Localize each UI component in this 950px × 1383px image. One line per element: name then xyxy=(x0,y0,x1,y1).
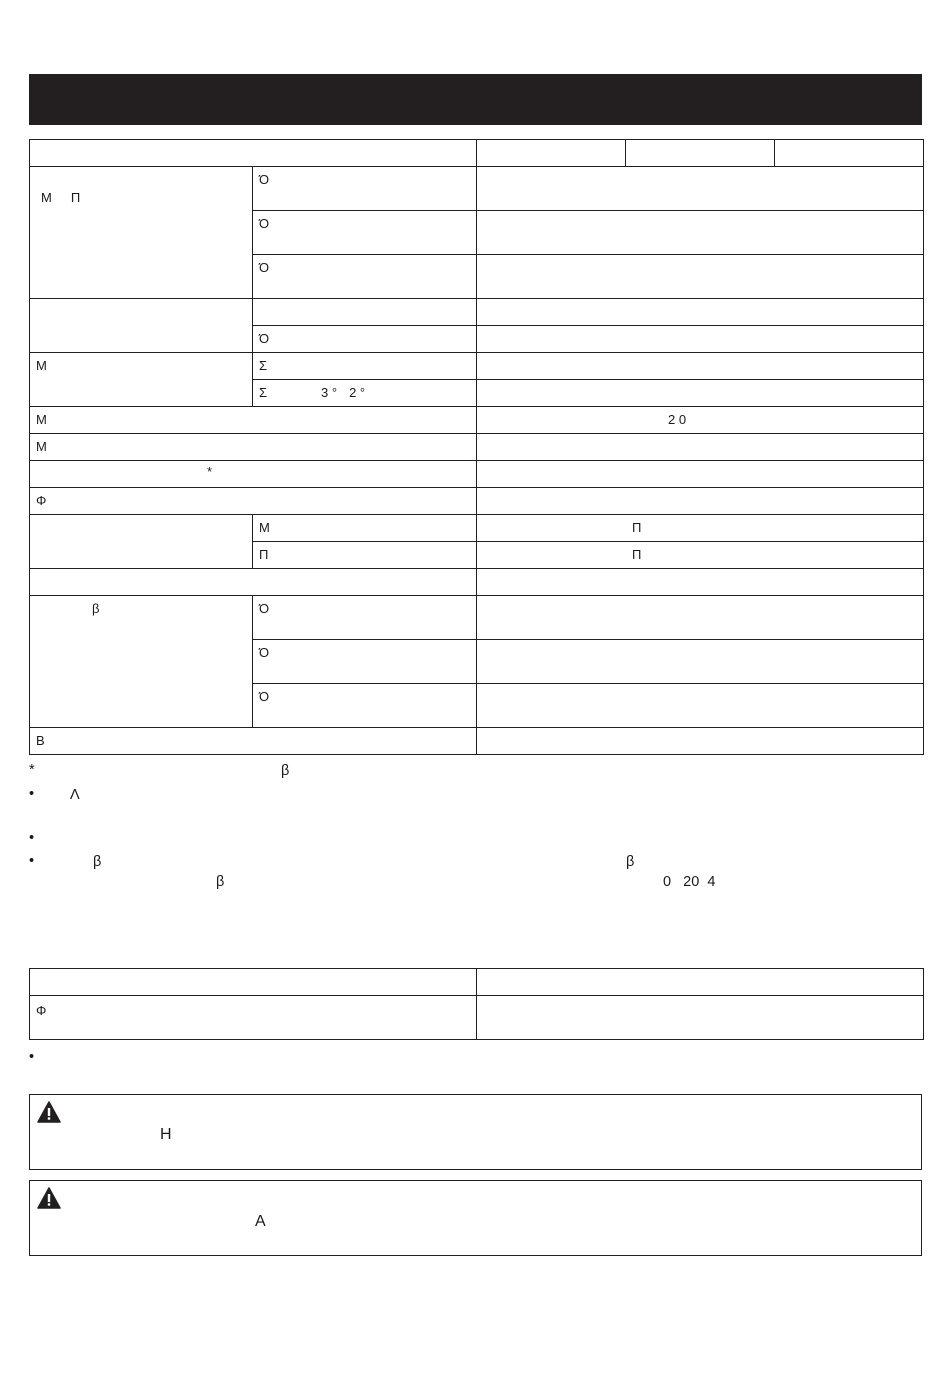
value-cell: 2 0 xyxy=(477,407,924,434)
table-header-row xyxy=(30,140,924,167)
warning-triangle-icon xyxy=(37,1187,61,1209)
sub-label: Σ 3 ° 2 ° xyxy=(253,380,477,407)
bullet: • xyxy=(29,830,35,846)
sub-label: Ό xyxy=(253,684,477,728)
header-cell xyxy=(477,969,924,996)
table-row xyxy=(30,596,924,640)
bullet: • xyxy=(29,1049,35,1065)
value-cell xyxy=(477,255,924,299)
value-cell xyxy=(477,569,924,596)
sub-label: Π xyxy=(253,542,477,569)
bullet: • xyxy=(29,786,35,802)
bullet-text: β xyxy=(93,854,102,870)
value-cell xyxy=(477,167,924,211)
header-cell xyxy=(626,140,775,167)
table-row xyxy=(30,728,924,755)
row-label: Β xyxy=(30,728,477,755)
value-cell: Π xyxy=(477,515,924,542)
value-cell xyxy=(477,684,924,728)
value-cell xyxy=(477,380,924,407)
warning-triangle-icon xyxy=(37,1101,61,1123)
sub-label: Ό xyxy=(253,211,477,255)
table-row xyxy=(30,461,924,488)
warning-text: Η xyxy=(160,1126,172,1143)
table-row xyxy=(30,488,924,515)
row-label: Φ xyxy=(30,996,477,1040)
value-cell xyxy=(477,211,924,255)
value-cell xyxy=(477,596,924,640)
row-label xyxy=(30,299,253,353)
bullet: • xyxy=(29,853,35,869)
row-label: Μ xyxy=(30,434,477,461)
table-row xyxy=(30,353,924,380)
warning-text: Α xyxy=(255,1213,266,1230)
sub-label: Μ xyxy=(253,515,477,542)
bullet-text: β xyxy=(626,854,635,870)
value-cell xyxy=(477,461,924,488)
value-cell xyxy=(477,640,924,684)
table-header-row xyxy=(30,969,924,996)
row-label: Μ Π xyxy=(30,167,253,299)
row-label xyxy=(30,515,253,569)
sub-label: Ό xyxy=(253,326,477,353)
header-cell xyxy=(30,969,477,996)
table-row xyxy=(30,407,924,434)
row-label xyxy=(30,569,477,596)
row-label: Μ xyxy=(30,407,477,434)
table-row xyxy=(30,569,924,596)
specifications-table xyxy=(29,139,924,755)
table-row xyxy=(30,434,924,461)
sub-label xyxy=(253,299,477,326)
value-cell: Π xyxy=(477,542,924,569)
row-label: * xyxy=(30,461,477,488)
header-bar xyxy=(29,74,922,125)
bullet-text: β xyxy=(216,874,225,890)
header-cell xyxy=(477,140,626,167)
table-row xyxy=(30,167,924,211)
value-cell xyxy=(477,996,924,1040)
sub-label: Ό xyxy=(253,167,477,211)
row-label: β xyxy=(30,596,253,728)
warning-box xyxy=(29,1094,922,1170)
sub-label: Ό xyxy=(253,596,477,640)
value-cell xyxy=(477,434,924,461)
row-label: Φ xyxy=(30,488,477,515)
secondary-table xyxy=(29,968,924,1040)
header-cell xyxy=(30,140,477,167)
warning-box xyxy=(29,1180,922,1256)
row-label: Μ xyxy=(30,353,253,407)
value-cell xyxy=(477,353,924,380)
sub-label: Σ xyxy=(253,353,477,380)
value-cell xyxy=(477,728,924,755)
bullet-text: 0 20 4 xyxy=(663,874,716,890)
value-cell xyxy=(477,488,924,515)
table-row xyxy=(30,515,924,542)
table-row xyxy=(30,996,924,1040)
bullet-text: Λ xyxy=(70,787,80,803)
value-cell xyxy=(477,299,924,326)
value-cell xyxy=(477,326,924,353)
footnote-asterisk: * xyxy=(29,762,35,778)
table-row xyxy=(30,299,924,326)
sub-label: Ό xyxy=(253,640,477,684)
header-cell xyxy=(775,140,924,167)
sub-label: Ό xyxy=(253,255,477,299)
footnote-text: β xyxy=(281,763,290,779)
